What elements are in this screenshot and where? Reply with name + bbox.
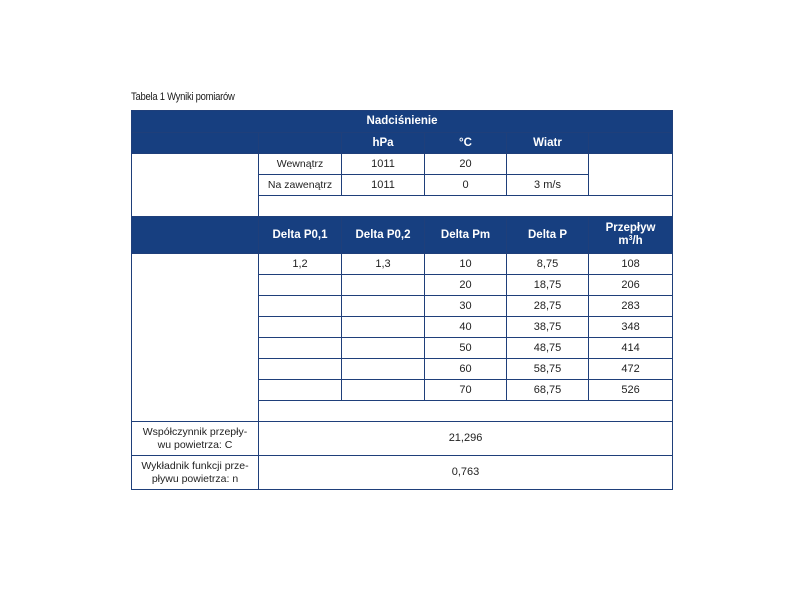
header-hpa: hPa bbox=[342, 133, 425, 154]
env-hpa: 1011 bbox=[342, 175, 425, 196]
table-title: Nadciśnienie bbox=[132, 111, 673, 133]
env-header-row bbox=[132, 133, 673, 154]
header-empty-cell bbox=[132, 133, 259, 154]
coefficient-label: Współczynnik przepły- wu powietrza: C bbox=[132, 422, 259, 456]
table-caption: Tabela 1 Wyniki pomiarów bbox=[131, 91, 235, 103]
cell-delta-p: 58,75 bbox=[507, 359, 589, 380]
env-row bbox=[132, 154, 673, 175]
cell-delta-p: 28,75 bbox=[507, 296, 589, 317]
header-empty-cell bbox=[132, 217, 259, 254]
header-delta-p: Delta P bbox=[507, 217, 589, 254]
cell-delta-p: 18,75 bbox=[507, 275, 589, 296]
cell-delta-pm: 20 bbox=[425, 275, 507, 296]
cell-flow: 108 bbox=[589, 254, 673, 275]
cell-delta-pm: 70 bbox=[425, 380, 507, 401]
cell-flow: 348 bbox=[589, 317, 673, 338]
header-empty-cell bbox=[589, 133, 673, 154]
env-hpa: 1011 bbox=[342, 154, 425, 175]
cell-flow: 206 bbox=[589, 275, 673, 296]
cell-delta-p01: 1,2 bbox=[259, 254, 342, 275]
cell-delta-p02: 1,3 bbox=[342, 254, 425, 275]
results-table bbox=[131, 110, 673, 490]
cell-delta-p02 bbox=[342, 275, 425, 296]
env-label: Na zawenątrz bbox=[259, 175, 342, 196]
cell-delta-p02 bbox=[342, 317, 425, 338]
cell-delta-pm: 10 bbox=[425, 254, 507, 275]
header-temperature: °C bbox=[425, 133, 507, 154]
cell-delta-p02 bbox=[342, 338, 425, 359]
cell-flow: 472 bbox=[589, 359, 673, 380]
cell-delta-p02 bbox=[342, 380, 425, 401]
cell-delta-p01 bbox=[259, 275, 342, 296]
header-delta-p01: Delta P0,1 bbox=[259, 217, 342, 254]
data-spacer-cell bbox=[132, 254, 259, 422]
header-flow bbox=[589, 217, 673, 254]
coefficient-value: 21,296 bbox=[259, 422, 673, 456]
header-delta-p02: Delta P0,2 bbox=[342, 217, 425, 254]
data-header-row bbox=[132, 217, 673, 254]
cell-delta-p: 8,75 bbox=[507, 254, 589, 275]
title-row bbox=[132, 111, 673, 133]
header-flow-unit: $m^3/h$ bbox=[618, 235, 643, 247]
cell-delta-p01 bbox=[259, 296, 342, 317]
cell-delta-pm: 40 bbox=[425, 317, 507, 338]
env-temp: 0 bbox=[425, 175, 507, 196]
cell-delta-p01 bbox=[259, 380, 342, 401]
table-row bbox=[132, 254, 673, 275]
cell-delta-p02 bbox=[342, 359, 425, 380]
cell-delta-pm: 60 bbox=[425, 359, 507, 380]
cell-delta-p02 bbox=[342, 296, 425, 317]
cell-flow: 283 bbox=[589, 296, 673, 317]
cell-flow: 526 bbox=[589, 380, 673, 401]
blank-cell bbox=[259, 196, 673, 217]
coefficient-label: Wykładnik funkcji prze- pływu powietrza: n bbox=[132, 456, 259, 490]
cell-delta-pm: 50 bbox=[425, 338, 507, 359]
cell-delta-p01 bbox=[259, 359, 342, 380]
cell-flow: 414 bbox=[589, 338, 673, 359]
header-empty-cell bbox=[259, 133, 342, 154]
cell-delta-p: 38,75 bbox=[507, 317, 589, 338]
env-label: Wewnątrz bbox=[259, 154, 342, 175]
blank-cell bbox=[259, 401, 673, 422]
cell-delta-p01 bbox=[259, 317, 342, 338]
env-wind bbox=[507, 154, 589, 175]
cell-delta-pm: 30 bbox=[425, 296, 507, 317]
coefficient-row bbox=[132, 422, 673, 456]
header-flow-label: Przepływ bbox=[605, 222, 656, 234]
env-temp: 20 bbox=[425, 154, 507, 175]
coefficient-value: 0,763 bbox=[259, 456, 673, 490]
env-empty-cell bbox=[589, 154, 673, 196]
coefficient-row bbox=[132, 456, 673, 490]
header-delta-pm: Delta Pm bbox=[425, 217, 507, 254]
env-spacer-cell bbox=[132, 154, 259, 217]
cell-delta-p01 bbox=[259, 338, 342, 359]
env-wind: 3 m/s bbox=[507, 175, 589, 196]
cell-delta-p: 68,75 bbox=[507, 380, 589, 401]
header-wind: Wiatr bbox=[507, 133, 589, 154]
cell-delta-p: 48,75 bbox=[507, 338, 589, 359]
